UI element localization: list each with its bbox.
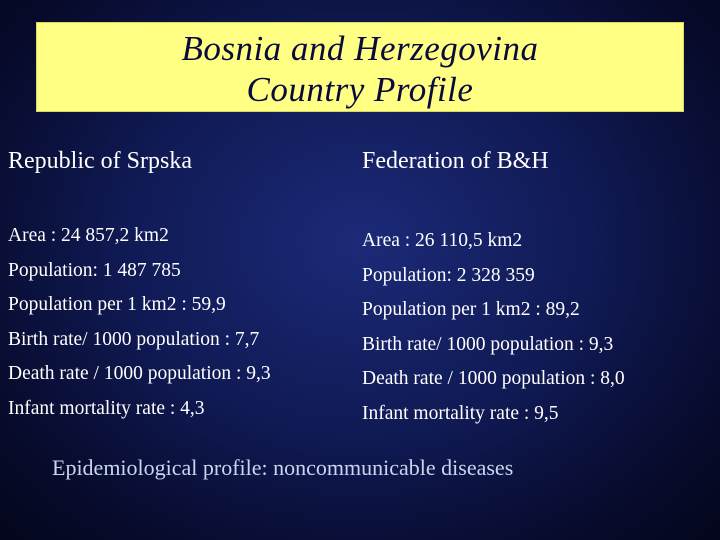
srpska-infant-mortality: Infant mortality rate : 4,3 bbox=[8, 397, 205, 419]
srpska-population-density: Population per 1 km2 : 59,9 bbox=[8, 294, 226, 315]
srpska-death-rate: Death rate / 1000 population : 9,3 bbox=[8, 363, 271, 384]
republic-of-srpska-heading: Republic of Srpska bbox=[8, 148, 192, 174]
federation-bh-stats bbox=[362, 224, 625, 431]
federation-birth-rate: Birth rate/ 1000 population : 9,3 bbox=[362, 333, 614, 355]
srpska-population: Population: 1 487 785 bbox=[8, 259, 181, 281]
federation-bh-heading: Federation of B&H bbox=[362, 148, 549, 174]
footer-subtitle: Epidemiological profile: noncommunicable diseases bbox=[52, 455, 514, 480]
republic-of-srpska-stats bbox=[8, 219, 271, 426]
federation-population-density: Population per 1 km2 : 89,2 bbox=[362, 299, 580, 320]
federation-death-rate: Death rate / 1000 population : 8,0 bbox=[362, 368, 625, 389]
federation-infant-mortality: Infant mortality rate : 9,5 bbox=[362, 402, 559, 424]
federation-population: Population: 2 328 359 bbox=[362, 264, 535, 286]
srpska-area: Area : 24 857,2 km2 bbox=[8, 225, 169, 246]
slide-title-line-1: Bosnia and Herzegovina bbox=[181, 29, 539, 68]
srpska-birth-rate: Birth rate/ 1000 population : 7,7 bbox=[8, 328, 260, 350]
title-banner bbox=[36, 22, 684, 112]
federation-area: Area : 26 110,5 km2 bbox=[362, 230, 523, 251]
slide-title-line-2: Country Profile bbox=[246, 70, 474, 109]
